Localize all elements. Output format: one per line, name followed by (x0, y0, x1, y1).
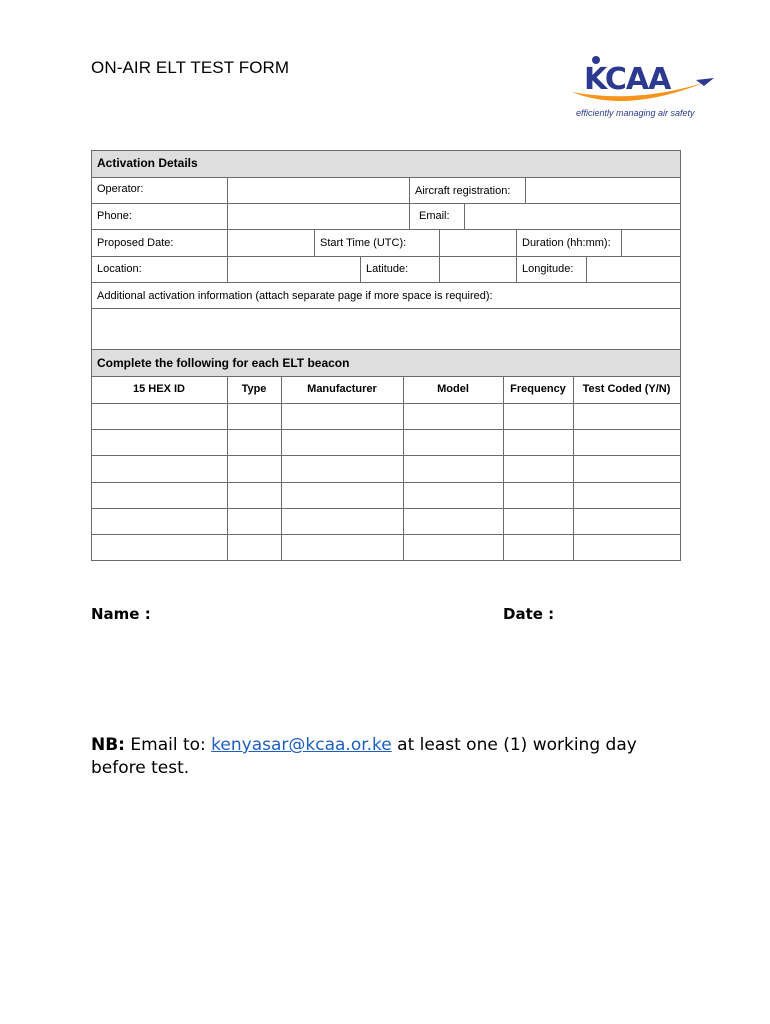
table-rule (91, 534, 681, 535)
location-label: Location: (97, 263, 142, 275)
beacon-cell[interactable] (91, 455, 227, 481)
table-rule (503, 376, 504, 560)
additional-info-label: Additional activation information (attach separate page if more space is required): (97, 290, 493, 302)
beacon-cell[interactable] (503, 482, 573, 508)
table-rule (525, 177, 526, 203)
beacon-cell[interactable] (503, 534, 573, 560)
duration-field[interactable] (621, 229, 680, 256)
logo-tagline: efficiently managing air safety (576, 108, 695, 118)
table-rule (680, 150, 681, 561)
table-rule (91, 349, 681, 350)
beacon-cell[interactable] (281, 534, 403, 560)
aircraft-registration-label: Aircraft registration: (415, 185, 511, 197)
beacon-cell[interactable] (403, 403, 503, 429)
beacon-cell[interactable] (573, 429, 680, 455)
table-rule (227, 203, 228, 229)
start-time-label: Start Time (UTC): (320, 237, 407, 249)
email-field[interactable] (464, 203, 680, 229)
table-rule (573, 376, 574, 560)
note-prefix: NB: (91, 735, 125, 755)
table-rule (91, 376, 681, 377)
start-time-field[interactable] (439, 229, 516, 256)
table-rule (621, 229, 622, 256)
beacon-cell[interactable] (91, 482, 227, 508)
table-rule (91, 455, 681, 456)
beacon-cell[interactable] (503, 429, 573, 455)
additional-info-field[interactable] (91, 308, 680, 349)
table-rule (227, 376, 228, 560)
table-rule (516, 229, 517, 256)
name-label: Name : (91, 605, 151, 623)
table-rule (439, 256, 440, 282)
latitude-label: Latitude: (366, 263, 409, 275)
beacon-cell[interactable] (573, 455, 680, 481)
beacon-cell[interactable] (503, 403, 573, 429)
table-rule (91, 282, 681, 283)
col-type: Type (241, 383, 267, 395)
phone-label: Phone: (97, 210, 132, 222)
kcaa-email-link[interactable]: kenyasar@kcaa.or.ke (211, 735, 392, 755)
table-rule (91, 560, 681, 561)
beacon-cell[interactable] (227, 403, 281, 429)
beacon-cell[interactable] (227, 534, 281, 560)
beacon-cell[interactable] (91, 508, 227, 534)
beacon-cell[interactable] (403, 429, 503, 455)
kcaa-logo (566, 52, 716, 124)
beacon-cell[interactable] (281, 455, 403, 481)
beacon-cell[interactable] (281, 429, 403, 455)
beacon-cell[interactable] (281, 482, 403, 508)
proposed-date-field[interactable] (227, 229, 314, 256)
col-frequency: Frequency (510, 383, 566, 395)
beacon-cell[interactable] (503, 508, 573, 534)
beacon-cell[interactable] (91, 403, 227, 429)
table-rule (281, 376, 282, 560)
beacon-header: Complete the following for each ELT beacon (91, 349, 680, 376)
beacon-cell[interactable] (403, 508, 503, 534)
col-test-coded: Test Coded (Y/N) (582, 383, 671, 395)
beacon-cell[interactable] (227, 455, 281, 481)
date-label: Date : (503, 605, 555, 623)
col-model: Model (437, 383, 469, 395)
beacon-cell[interactable] (91, 429, 227, 455)
table-rule (360, 256, 361, 282)
table-rule (409, 177, 410, 203)
email-label: Email: (419, 210, 450, 222)
note-text-before: Email to: (130, 735, 206, 755)
table-rule (91, 403, 681, 404)
duration-label: Duration (hh:mm): (522, 237, 611, 249)
table-rule (439, 229, 440, 256)
col-hex-id: 15 HEX ID (133, 383, 185, 395)
beacon-cell[interactable] (573, 482, 680, 508)
table-rule (91, 508, 681, 509)
operator-field[interactable] (227, 177, 409, 203)
email-note (91, 734, 691, 780)
activation-details-header: Activation Details (91, 150, 680, 177)
beacon-cell[interactable] (403, 534, 503, 560)
beacon-cell[interactable] (573, 508, 680, 534)
operator-label: Operator: (97, 183, 144, 195)
table-rule (91, 150, 681, 151)
beacon-cell[interactable] (227, 482, 281, 508)
table-rule (409, 203, 410, 229)
table-rule (314, 229, 315, 256)
table-rule (91, 308, 681, 309)
beacon-cell[interactable] (281, 508, 403, 534)
longitude-field[interactable] (586, 256, 680, 282)
beacon-cell[interactable] (573, 403, 680, 429)
phone-field[interactable] (227, 203, 409, 229)
table-rule (403, 376, 404, 560)
beacon-cell[interactable] (403, 455, 503, 481)
beacon-cell[interactable] (227, 429, 281, 455)
beacon-cell[interactable] (281, 403, 403, 429)
aircraft-registration-field[interactable] (525, 177, 680, 203)
table-rule (91, 229, 681, 230)
beacon-cell[interactable] (573, 534, 680, 560)
table-rule (91, 203, 681, 204)
beacon-cell[interactable] (503, 455, 573, 481)
longitude-label: Longitude: (522, 263, 574, 275)
table-rule (227, 256, 228, 282)
form-title: ON-AIR ELT TEST FORM (91, 58, 290, 77)
table-rule (91, 482, 681, 483)
table-rule (91, 429, 681, 430)
proposed-date-label: Proposed Date: (97, 237, 174, 249)
table-rule (586, 256, 587, 282)
table-rule (227, 177, 228, 203)
latitude-field[interactable] (439, 256, 516, 282)
beacon-cell[interactable] (91, 534, 227, 560)
table-rule (91, 150, 92, 561)
table-rule (91, 177, 681, 178)
table-rule (516, 256, 517, 282)
col-manufacturer: Manufacturer (307, 383, 377, 395)
location-field[interactable] (227, 256, 360, 282)
beacon-cell[interactable] (403, 482, 503, 508)
beacon-cell[interactable] (227, 508, 281, 534)
note-text-after: at least one (1) working day before test. (91, 735, 637, 778)
table-rule (464, 203, 465, 229)
logo-text: KCAA (584, 62, 671, 97)
table-rule (91, 256, 681, 257)
table-rule (227, 229, 228, 256)
